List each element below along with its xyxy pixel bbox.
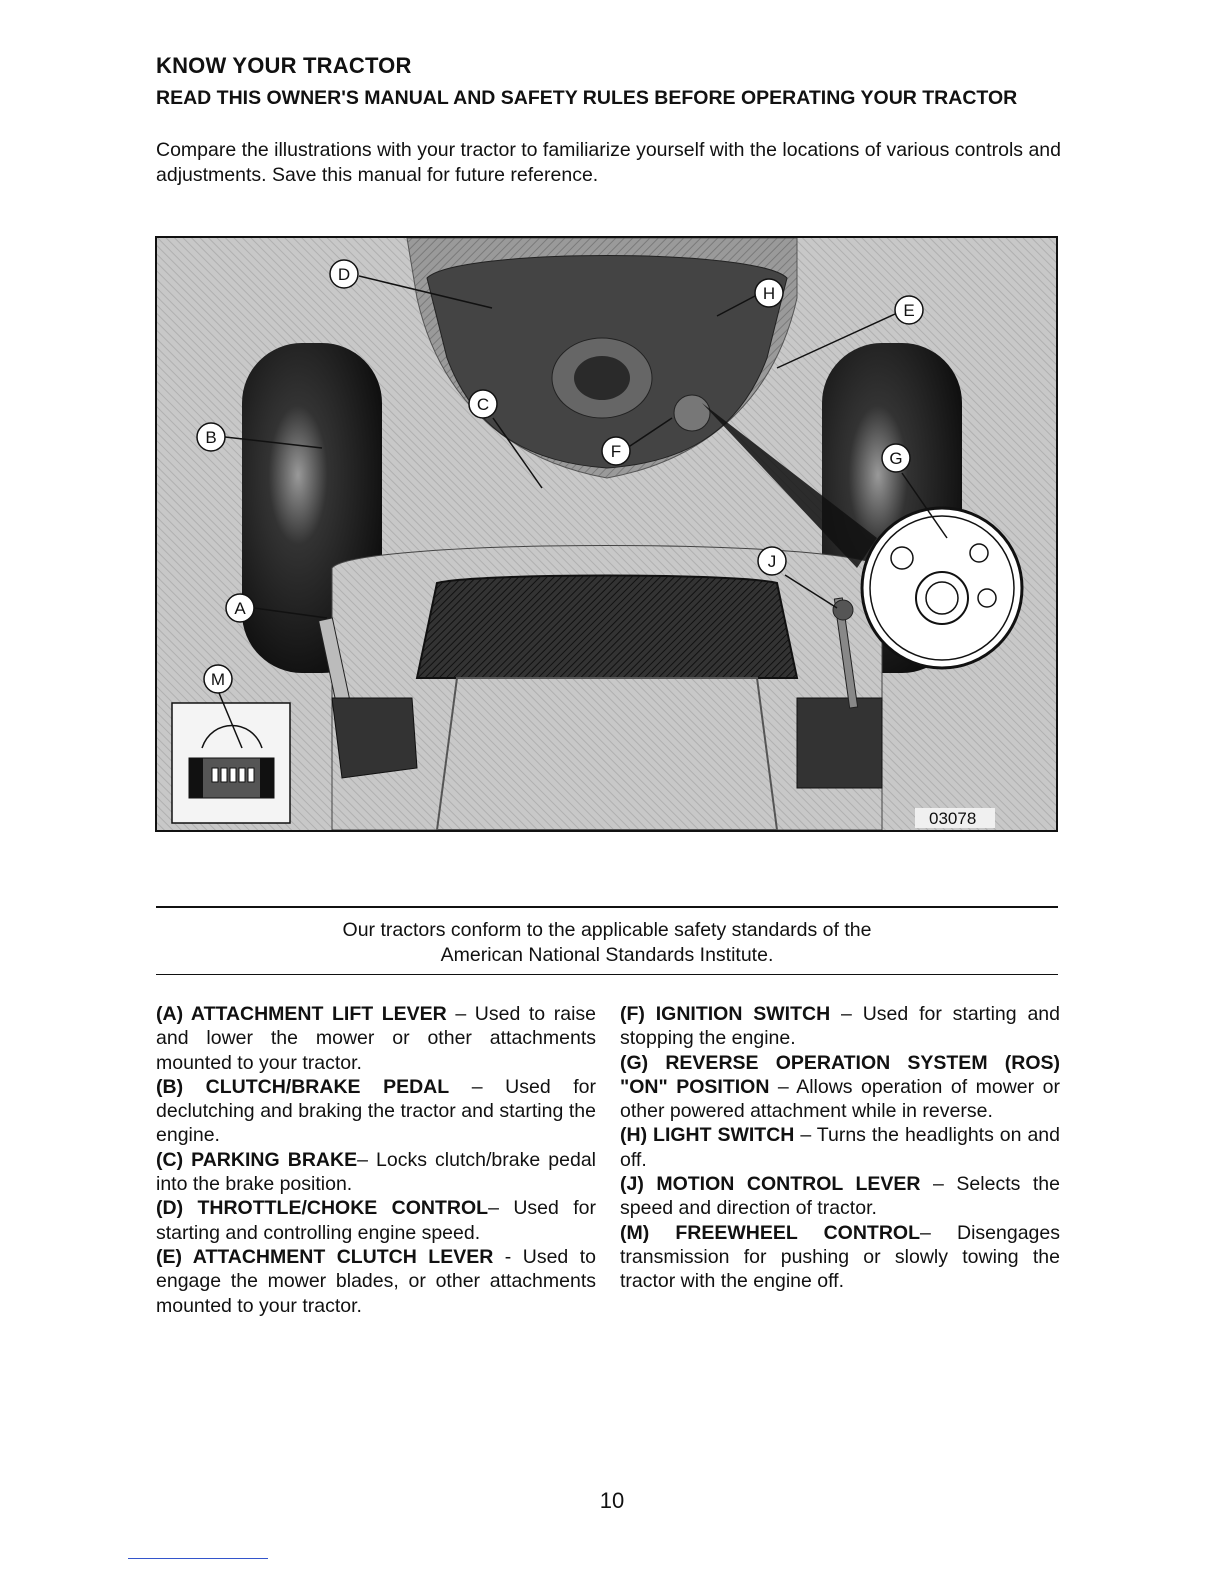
callout-e: E — [903, 301, 915, 320]
description-g — [620, 1051, 1060, 1124]
text-j: – Selects the speed and direction of tractor. — [620, 1173, 1060, 1220]
standards-note — [156, 918, 1058, 968]
callout-g: G — [889, 449, 903, 468]
figure-number: 03078 — [929, 809, 977, 828]
term-c: (C) PARKING BRAKE — [156, 1148, 358, 1171]
divider-top — [156, 906, 1058, 908]
text-b: – Used for declutching and braking the tractor and starting the engine. — [156, 1075, 596, 1147]
description-m — [620, 1221, 1060, 1294]
page-subtitle: READ THIS OWNER'S MANUAL AND SAFETY RULES BEFORE OPERATING YOUR TRACTOR — [156, 87, 1018, 109]
tractor-illustration — [155, 236, 1058, 832]
description-e — [156, 1245, 596, 1318]
description-c — [156, 1148, 596, 1197]
text-d: – Used for starting and controlling engine speed. — [156, 1197, 596, 1244]
descriptions-left-column — [156, 1002, 596, 1318]
intro-paragraph: Compare the illustrations with your tractor to familiarize yourself with the locations of various controls and adjustments. Save this manual for future reference. — [156, 139, 1061, 186]
description-b — [156, 1075, 596, 1148]
callout-a: A — [234, 599, 246, 618]
term-a: (A) ATTACHMENT LIFT LEVER — [156, 1003, 447, 1025]
callout-j: J — [767, 552, 777, 571]
text-m: – Disengages transmission for pushing or slowly towing the tractor with the engine off. — [620, 1221, 1060, 1293]
text-a: – Used to raise and lower the mower or other attachments mounted to your tractor. — [156, 1003, 596, 1074]
text-g: – Allows operation of mower or other powered attachment while in reverse. — [620, 1075, 1060, 1123]
term-e: (E) ATTACHMENT CLUTCH LEVER — [156, 1245, 494, 1268]
callout-b: B — [205, 428, 217, 447]
footer-link-line — [128, 1558, 268, 1559]
term-d: (D) THROTTLE/CHOKE CONTROL — [156, 1197, 489, 1220]
callout-h: H — [762, 284, 776, 303]
text-e: - Used to engage the mower blades, or other attachments mounted to your tractor. — [156, 1245, 596, 1317]
description-h — [620, 1123, 1060, 1172]
description-d — [156, 1196, 596, 1245]
callout-m: M — [210, 670, 226, 689]
text-f: – Used for starting and stopping the engine. — [620, 1003, 1060, 1050]
term-m: (M) FREEWHEEL CONTROL — [620, 1221, 921, 1244]
term-f: (F) IGNITION SWITCH — [620, 1003, 831, 1025]
standards-line-2: American National Standards Institute. — [440, 944, 774, 966]
term-h: (H) LIGHT SWITCH — [620, 1124, 795, 1147]
page-title: KNOW YOUR TRACTOR — [156, 53, 412, 78]
callout-c: C — [476, 395, 490, 414]
callout-f: F — [610, 442, 622, 461]
tractor-drawing — [157, 238, 1056, 830]
divider-bottom — [156, 974, 1058, 975]
text-c: – Locks clutch/brake pedal into the brake position. — [156, 1148, 596, 1196]
term-b: (B) CLUTCH/BRAKE PEDAL — [156, 1075, 450, 1098]
descriptions-right-column — [620, 1002, 1060, 1294]
text-h: – Turns the headlights on and off. — [620, 1124, 1060, 1171]
description-f — [620, 1002, 1060, 1051]
description-j — [620, 1172, 1060, 1221]
term-g: (G) REVERSE OPERATION SYSTEM (ROS) "ON" POSITION — [620, 1051, 1060, 1098]
description-a — [156, 1002, 596, 1075]
standards-line-1: Our tractors conform to the applicable safety standards of the — [342, 919, 872, 941]
page-number: 10 — [599, 1488, 625, 1513]
term-j: (J) MOTION CONTROL LEVER — [620, 1173, 921, 1196]
callout-d: D — [337, 265, 351, 284]
